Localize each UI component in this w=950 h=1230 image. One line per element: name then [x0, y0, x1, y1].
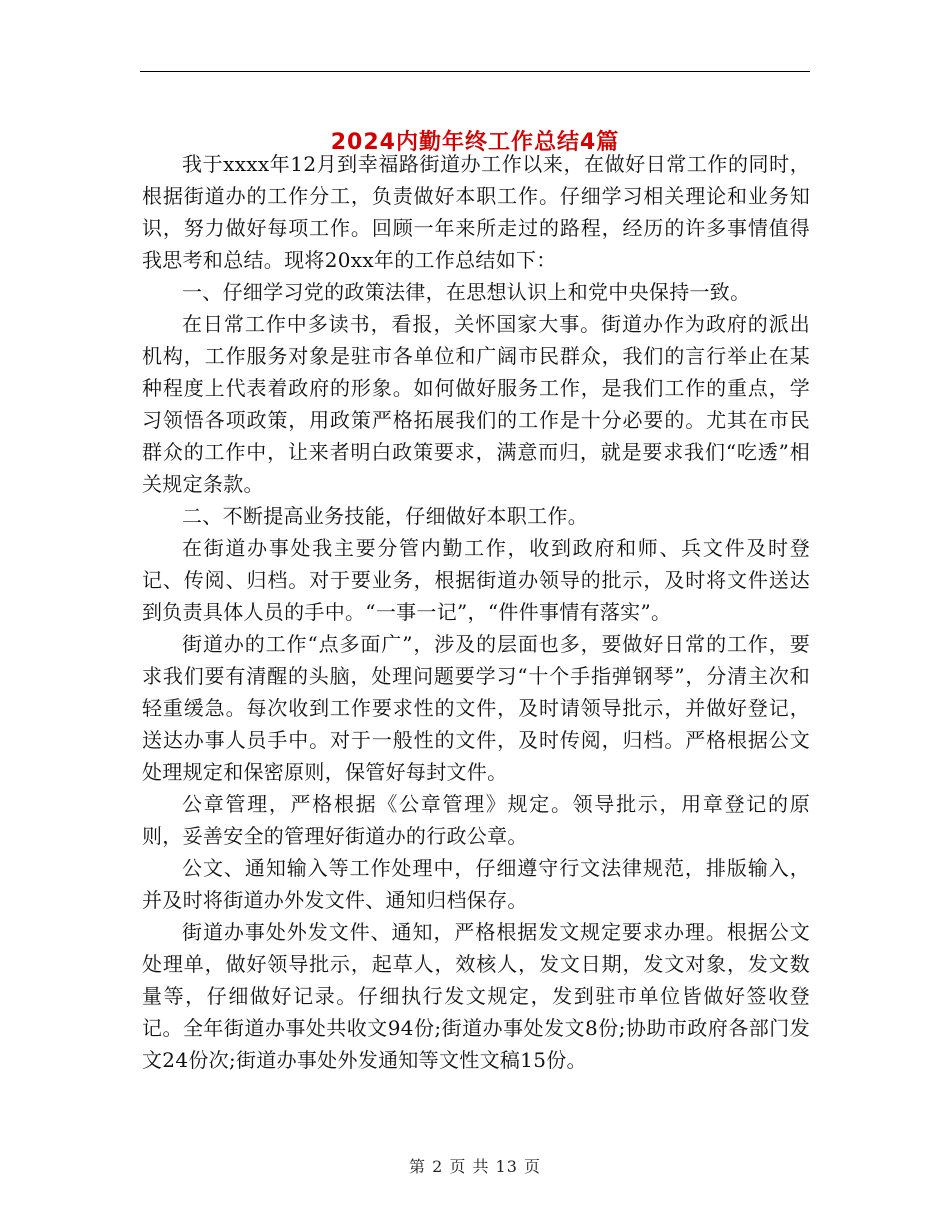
paragraph: 我于xxxx年12月到幸福路街道办工作以来，在做好日常工作的同时，根据街道办的工作分工，负责做好本职工作。仔细学习相关理论和业务知识，努力做好每项工作。回顾一年来所走过的路程，经历的许多事情值得我思考和总结。现将20xx年的工作总结如下： — [142, 152, 810, 272]
header-rule — [140, 71, 810, 72]
paragraph: 街道办的工作“点多面广”，涉及的层面也多，要做好日常的工作，要求我们要有清醒的头脑，处理问题要学习“十个手指弹钢琴”，分清主次和轻重缓急。每次收到工作要求性的文件，及时请领导批示，并做好登记，送达办事人员手中。对于一般性的文件，及时传阅，归档。严格根据公文处理规定和保密原则，保管好每封文件。 — [142, 632, 810, 784]
paragraph: 公文、通知输入等工作处理中，仔细遵守行文法律规范，排版输入，并及时将街道办外发文件、通知归档保存。 — [142, 856, 810, 912]
paragraph: 在街道办事处我主要分管内勤工作，收到政府和师、兵文件及时登记、传阅、归档。对于要业务，根据街道办领导的批示，及时将文件送达到负责具体人员的手中。“一事一记”，“件件事情有落实”。 — [142, 536, 810, 624]
paragraph: 在日常工作中多读书，看报，关怀国家大事。街道办作为政府的派出机构，工作服务对象是驻市各单位和广阔市民群众，我们的言行举止在某种程度上代表着政府的形象。如何做好服务工作，是我们工作的重点，学习领悟各项政策，用政策严格拓展我们的工作是十分必要的。尤其在市民群众的工作中，让来者明白政策要求，满意而归，就是要求我们“吃透”相关规定条款。 — [142, 312, 810, 496]
section-heading: 二、不断提高业务技能，仔细做好本职工作。 — [182, 504, 588, 528]
page-footer: 第 2 页 共 13 页 — [409, 1157, 541, 1176]
paragraph: 街道办事处外发文件、通知，严格根据发文规定要求办理。根据公文处理单，做好领导批示，起草人，效核人，发文日期，发文对象，发文数量等，仔细做好记录。仔细执行发文规定，发到驻市单位皆做好签收登记。全年街道办事处共收文94份;街道办事处发文8份;协助市政府各部门发文24份次;街道办事处外发通知等文性文稿15份。 — [142, 920, 810, 1072]
section-heading: 一、仔细学习党的政策法律，在思想认识上和党中央保持一致。 — [182, 280, 751, 304]
document-title: 2024内勤年终工作总结4篇 — [330, 129, 620, 155]
document-body — [142, 148, 810, 1076]
paragraph: 公章管理，严格根据《公章管理》规定。领导批示，用章登记的原则，妥善安全的管理好街道办的行政公章。 — [142, 792, 810, 848]
